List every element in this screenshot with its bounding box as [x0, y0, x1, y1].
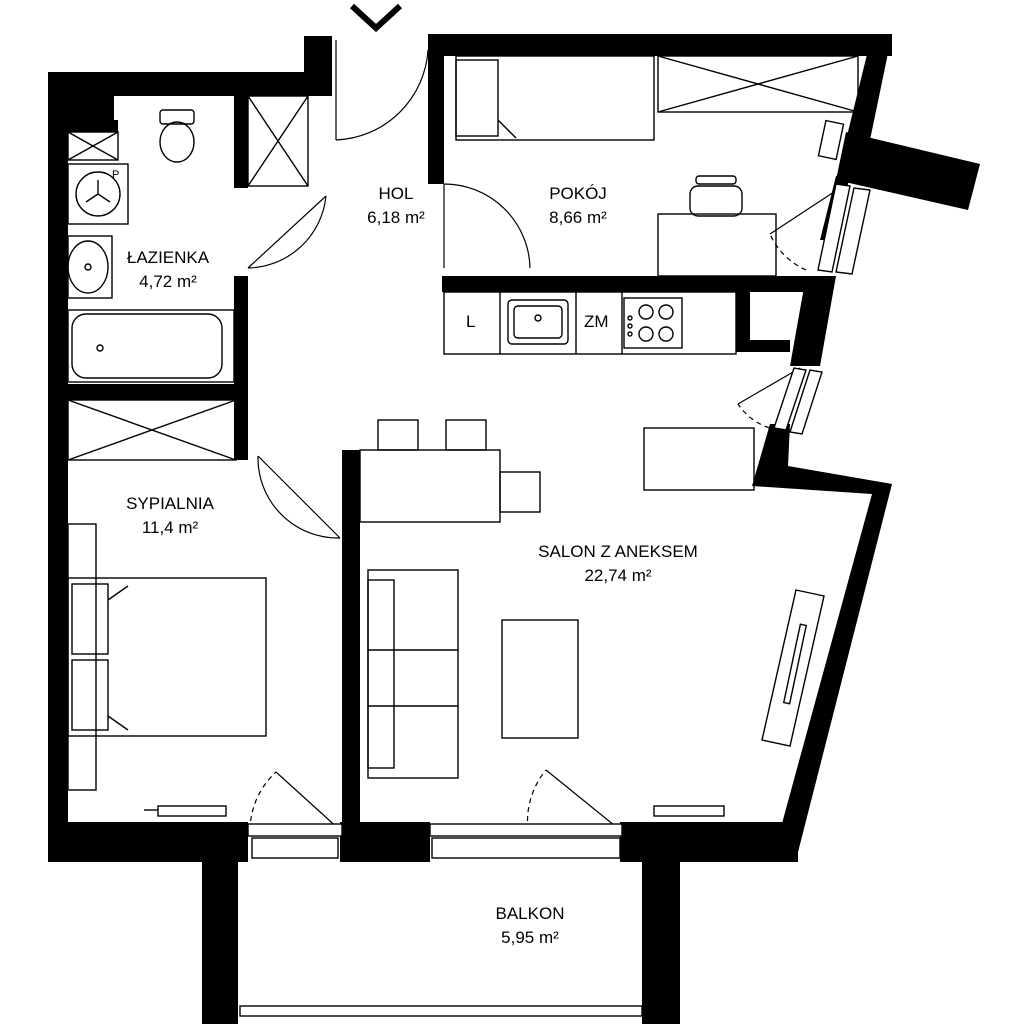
windows [240, 184, 870, 1016]
room-label-hol [356, 182, 436, 230]
room-area: 8,66 m² [549, 208, 607, 227]
washing-machine-icon [68, 164, 128, 224]
salon-furniture [360, 420, 824, 778]
room-name: BALKON [495, 904, 565, 923]
sofa-icon [368, 570, 458, 778]
room-area: 4,72 m² [139, 272, 197, 291]
room-name: HOL [378, 184, 414, 203]
room-area: 6,18 m² [367, 208, 425, 227]
bathtub-icon [68, 310, 234, 382]
room-name: POKÓJ [549, 184, 607, 203]
sink-icon [508, 300, 568, 344]
fridge-label: L [466, 312, 476, 331]
room-name: SALON Z ANEKSEM [538, 542, 698, 561]
room-label-sypialnia [100, 492, 240, 540]
bed-icon [456, 56, 654, 140]
dishwasher-label: ZM [584, 312, 609, 331]
doors [248, 40, 840, 830]
room-label-pokoj [528, 182, 628, 230]
sypialnia-furniture [68, 524, 266, 790]
svg-text:P: P [112, 169, 120, 181]
room-area: 22,74 m² [584, 566, 652, 585]
chair-icon [690, 176, 742, 216]
cooktop-icon [624, 298, 682, 348]
room-label-lazienka [108, 246, 228, 294]
room-name: ŁAZIENKA [126, 248, 210, 267]
room-area: 11,4 m² [141, 518, 199, 537]
room-label-balkon [470, 902, 590, 950]
entrance-chevron-icon [352, 6, 400, 28]
bathroom-fixtures [68, 96, 308, 382]
room-area: 5,95 m² [501, 928, 559, 947]
room-label-salon [508, 540, 728, 588]
radiator-icon [144, 806, 724, 816]
room-name: SYPIALNIA [126, 494, 214, 513]
bed-icon [68, 578, 266, 736]
pokoj-furniture [456, 56, 858, 276]
toilet-icon [160, 110, 194, 162]
sink-icon [68, 236, 112, 298]
